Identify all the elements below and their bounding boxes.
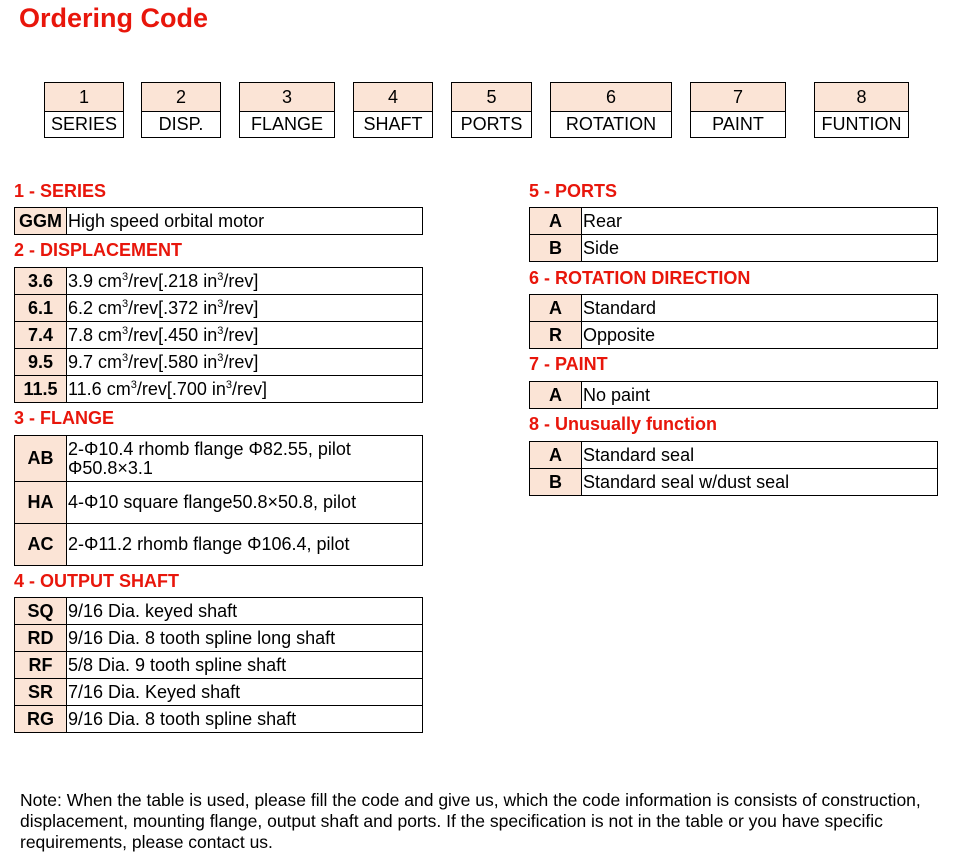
code-box-number: 7 <box>691 83 785 112</box>
section-title-series: 1 - SERIES <box>14 181 107 201</box>
option-code: AB <box>15 436 67 482</box>
code-box-ports <box>451 82 532 138</box>
option-description: Standard seal <box>582 442 938 469</box>
option-code: 9.5 <box>15 349 67 376</box>
table-row <box>530 235 938 262</box>
code-box-number: 5 <box>452 83 531 112</box>
code-box-paint <box>690 82 786 138</box>
option-code: A <box>530 208 582 235</box>
option-description: 9/16 Dia. keyed shaft <box>67 598 423 625</box>
option-description: Rear <box>582 208 938 235</box>
option-description: No paint <box>582 382 938 409</box>
table-row <box>15 349 423 376</box>
section-title-ports: 5 - PORTS <box>529 181 618 201</box>
shaft-table <box>14 597 423 733</box>
table-row <box>15 295 423 322</box>
option-description: Standard <box>582 295 938 322</box>
code-box-label: PORTS <box>460 114 523 134</box>
code-box-flange <box>239 82 335 138</box>
code-box-disp <box>141 82 221 138</box>
option-code: HA <box>15 482 67 524</box>
code-box-label: PAINT <box>712 114 764 134</box>
code-box-number: 6 <box>551 83 671 112</box>
rotation-table <box>529 294 938 349</box>
displacement-table <box>14 267 423 403</box>
option-code: RD <box>15 625 67 652</box>
option-description: Opposite <box>582 322 938 349</box>
code-box-number: 2 <box>142 83 220 112</box>
code-box-label: FLANGE <box>250 114 324 134</box>
table-row <box>15 376 423 403</box>
section-title-flange: 3 - FLANGE <box>14 408 115 428</box>
section-title-displacement: 2 - DISPLACEMENT <box>14 240 183 260</box>
option-code: A <box>530 295 582 322</box>
option-code: 6.1 <box>15 295 67 322</box>
option-description: 9/16 Dia. 8 tooth spline long shaft <box>67 625 423 652</box>
section-title-shaft: 4 - OUTPUT SHAFT <box>14 571 179 591</box>
code-box-series <box>44 82 124 138</box>
option-code: 3.6 <box>15 268 67 295</box>
section-title-paint: 7 - PAINT <box>529 354 608 374</box>
option-code: 11.5 <box>15 376 67 403</box>
option-code: SQ <box>15 598 67 625</box>
option-code: SR <box>15 679 67 706</box>
option-description: 11.6 $cm^3/rev[.700$ $in^3/rev$] <box>67 376 423 403</box>
option-description: 9/16 Dia. 8 tooth spline shaft <box>67 706 423 733</box>
option-code: B <box>530 235 582 262</box>
function-table <box>529 441 938 496</box>
option-code: A <box>530 382 582 409</box>
table-row <box>15 652 423 679</box>
table-row <box>530 382 938 409</box>
note-text: Note: When the table is used, please fill the code and give us, which the code information is consists of construction, displacement, mounting flange, output shaft and ports. If the specification is not in the table or you have specific requirements, please contact us. <box>20 790 921 852</box>
table-row <box>15 625 423 652</box>
option-code: RG <box>15 706 67 733</box>
option-code: RF <box>15 652 67 679</box>
option-description: 3.9 $cm^3/rev[.218$ $in^3/rev$] <box>67 268 423 295</box>
option-description: 6.2 $cm^3/rev[.372$ $in^3/rev$] <box>67 295 423 322</box>
option-code: B <box>530 469 582 496</box>
table-row <box>530 208 938 235</box>
code-box-number: 8 <box>815 83 908 112</box>
option-description: High speed orbital motor <box>67 208 423 235</box>
code-box-label: DISP. <box>158 114 204 134</box>
option-description: Standard seal w/dust seal <box>582 469 938 496</box>
option-code: AC <box>15 524 67 566</box>
option-code: GGM <box>15 208 67 235</box>
code-box-number: 3 <box>240 83 334 112</box>
code-box-rotation <box>550 82 672 138</box>
code-box-shaft <box>353 82 433 138</box>
code-box-label: SERIES <box>50 114 118 134</box>
page-title: Ordering Code <box>19 3 209 33</box>
code-box-label: ROTATION <box>565 114 657 134</box>
option-description: Side <box>582 235 938 262</box>
section-title-rotation: 6 - ROTATION DIRECTION <box>529 268 751 288</box>
ports-table <box>529 207 938 262</box>
table-row <box>15 679 423 706</box>
option-description: 2-Φ10.4 rhomb flange Φ82.55, pilot Φ50.8×3.1 <box>67 436 423 482</box>
table-row <box>15 208 423 235</box>
option-description: 5/8 Dia. 9 tooth spline shaft <box>67 652 423 679</box>
paint-table <box>529 381 938 409</box>
flange-table <box>14 435 423 566</box>
code-box-label: SHAFT <box>363 114 423 134</box>
option-code: 7.4 <box>15 322 67 349</box>
option-description: 7.8 $cm^3/rev[.450$ $in^3/rev$] <box>67 322 423 349</box>
option-code: A <box>530 442 582 469</box>
table-row <box>15 268 423 295</box>
option-description: 9.7 $cm^3/rev[.580$ $in^3/rev$] <box>67 349 423 376</box>
code-box-number: 1 <box>45 83 123 112</box>
table-row <box>530 469 938 496</box>
table-row <box>15 524 423 566</box>
code-box-function <box>814 82 909 138</box>
table-row <box>15 598 423 625</box>
option-description: 7/16 Dia. Keyed shaft <box>67 679 423 706</box>
table-row <box>15 322 423 349</box>
option-description: 2-Φ11.2 rhomb flange Φ106.4, pilot <box>67 524 423 566</box>
table-row <box>15 436 423 482</box>
option-description: 4-Φ10 square flange50.8×50.8, pilot <box>67 482 423 524</box>
table-row <box>15 482 423 524</box>
section-title-function: 8 - Unusually function <box>529 414 718 434</box>
table-row <box>15 706 423 733</box>
table-row <box>530 322 938 349</box>
code-box-label: FUNTION <box>821 114 902 134</box>
table-row <box>530 442 938 469</box>
series-table <box>14 207 423 235</box>
option-code: R <box>530 322 582 349</box>
table-row <box>530 295 938 322</box>
code-box-number: 4 <box>354 83 432 112</box>
